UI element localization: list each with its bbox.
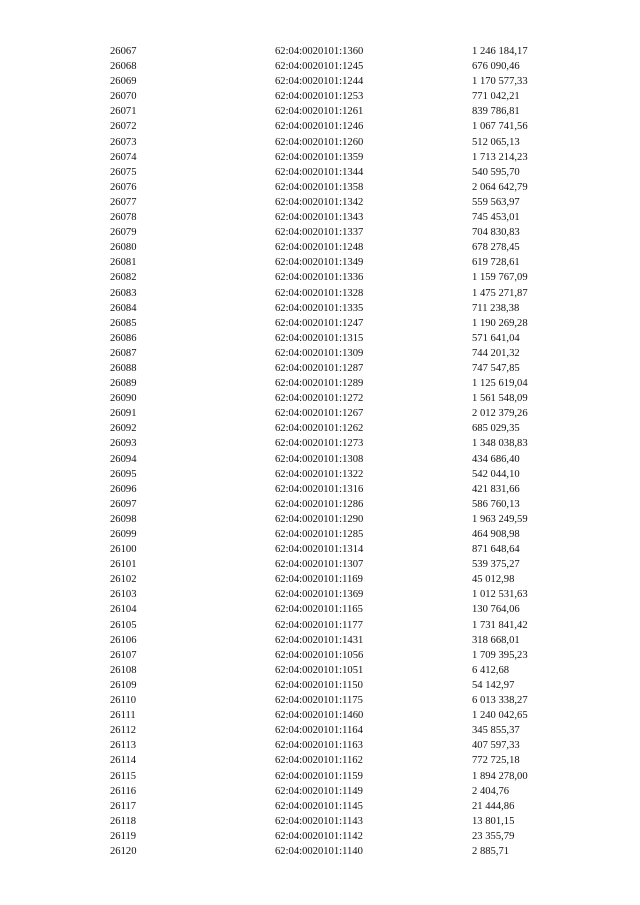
- cadastral-number: 62:04:0020101:1164: [275, 725, 363, 737]
- cadastral-number: 62:04:0020101:1358: [275, 181, 364, 193]
- cadastral-number: 62:04:0020101:1343: [275, 212, 364, 224]
- table-row: [110, 527, 580, 542]
- cadastral-number: 62:04:0020101:1328: [275, 287, 364, 299]
- cadastral-value: 23 355,79: [472, 830, 515, 842]
- cadastral-value: 1 125 619,04: [472, 378, 528, 390]
- cadastral-value: 407 597,33: [472, 740, 520, 752]
- table-row: [110, 602, 580, 617]
- row-number: 26111: [110, 710, 136, 722]
- table-row: [110, 436, 580, 451]
- row-number: 26096: [110, 483, 137, 495]
- data-table: [110, 44, 580, 859]
- table-row: [110, 572, 580, 587]
- cadastral-value: 1 159 767,09: [472, 272, 528, 284]
- cadastral-value: 704 830,83: [472, 227, 520, 239]
- row-number: 26102: [110, 574, 137, 586]
- cadastral-number: 62:04:0020101:1145: [275, 800, 363, 812]
- cadastral-value: 1 475 271,87: [472, 287, 528, 299]
- cadastral-number: 62:04:0020101:1290: [275, 513, 364, 525]
- cadastral-value: 1 348 038,83: [472, 438, 528, 450]
- table-row: [110, 452, 580, 467]
- cadastral-number: 62:04:0020101:1272: [275, 393, 364, 405]
- cadastral-value: 345 855,37: [472, 725, 520, 737]
- cadastral-number: 62:04:0020101:1287: [275, 362, 364, 374]
- row-number: 26110: [110, 695, 137, 707]
- cadastral-value: 1 240 042,65: [472, 710, 528, 722]
- table-row: [110, 135, 580, 150]
- row-number: 26120: [110, 845, 137, 857]
- cadastral-number: 62:04:0020101:1335: [275, 302, 364, 314]
- cadastral-value: 13 801,15: [472, 815, 515, 827]
- table-row: [110, 225, 580, 240]
- cadastral-value: 745 453,01: [472, 212, 520, 224]
- cadastral-value: 685 029,35: [472, 423, 520, 435]
- cadastral-value: 839 786,81: [472, 106, 520, 118]
- cadastral-number: 62:04:0020101:1163: [275, 740, 363, 752]
- cadastral-value: 2 885,71: [472, 845, 510, 857]
- table-row: [110, 301, 580, 316]
- cadastral-value: 45 012,98: [472, 574, 515, 586]
- row-number: 26112: [110, 725, 137, 737]
- table-row: [110, 814, 580, 829]
- row-number: 26108: [110, 664, 137, 676]
- table-row: [110, 195, 580, 210]
- row-number: 26078: [110, 212, 137, 224]
- row-number: 26088: [110, 362, 137, 374]
- cadastral-number: 62:04:0020101:1245: [275, 61, 364, 73]
- cadastral-value: 1 709 395,23: [472, 649, 528, 661]
- row-number: 26072: [110, 121, 137, 133]
- table-row: [110, 512, 580, 527]
- cadastral-number: 62:04:0020101:1169: [275, 574, 363, 586]
- row-number: 26086: [110, 332, 137, 344]
- table-row: [110, 89, 580, 104]
- table-row: [110, 346, 580, 361]
- table-row: [110, 738, 580, 753]
- cadastral-value: 130 764,06: [472, 604, 520, 616]
- row-number: 26082: [110, 272, 137, 284]
- row-number: 26075: [110, 166, 137, 178]
- cadastral-number: 62:04:0020101:1314: [275, 544, 364, 556]
- table-row: [110, 331, 580, 346]
- cadastral-value: 586 760,13: [472, 498, 520, 510]
- row-number: 26097: [110, 498, 137, 510]
- row-number: 26107: [110, 649, 137, 661]
- cadastral-number: 62:04:0020101:1359: [275, 151, 364, 163]
- table-row: [110, 769, 580, 784]
- row-number: 26084: [110, 302, 137, 314]
- table-row: [110, 723, 580, 738]
- cadastral-number: 62:04:0020101:1273: [275, 438, 364, 450]
- cadastral-number: 62:04:0020101:1140: [275, 845, 363, 857]
- row-number: 26067: [110, 46, 137, 57]
- table-row: [110, 784, 580, 799]
- row-number: 26115: [110, 770, 137, 782]
- row-number: 26098: [110, 513, 137, 525]
- cadastral-number: 62:04:0020101:1337: [275, 227, 364, 239]
- cadastral-number: 62:04:0020101:1336: [275, 272, 364, 284]
- table-row: [110, 150, 580, 165]
- cadastral-value: 318 668,01: [472, 634, 520, 646]
- row-number: 26105: [110, 619, 137, 631]
- cadastral-value: 1 731 841,42: [472, 619, 528, 631]
- cadastral-number: 62:04:0020101:1342: [275, 196, 364, 208]
- row-number: 26119: [110, 830, 137, 842]
- cadastral-number: 62:04:0020101:1360: [275, 46, 364, 57]
- cadastral-number: 62:04:0020101:1309: [275, 347, 364, 359]
- cadastral-number: 62:04:0020101:1431: [275, 634, 364, 646]
- table-row: [110, 270, 580, 285]
- cadastral-number: 62:04:0020101:1149: [275, 785, 363, 797]
- cadastral-value: 2 064 642,79: [472, 181, 528, 193]
- cadastral-value: 1 246 184,17: [472, 46, 528, 57]
- table-row: [110, 482, 580, 497]
- table-row: [110, 844, 580, 859]
- cadastral-number: 62:04:0020101:1244: [275, 76, 364, 88]
- row-number: 26083: [110, 287, 137, 299]
- table-row: [110, 286, 580, 301]
- table-row: [110, 633, 580, 648]
- row-number: 26117: [110, 800, 137, 812]
- table-row: [110, 829, 580, 844]
- row-number: 26076: [110, 181, 137, 193]
- cadastral-number: 62:04:0020101:1162: [275, 755, 363, 767]
- table-row: [110, 104, 580, 119]
- cadastral-number: 62:04:0020101:1150: [275, 679, 363, 691]
- row-number: 26109: [110, 679, 137, 691]
- row-number: 26094: [110, 453, 137, 465]
- cadastral-value: 559 563,97: [472, 196, 520, 208]
- cadastral-value: 871 648,64: [472, 544, 520, 556]
- cadastral-number: 62:04:0020101:1165: [275, 604, 363, 616]
- row-number: 26114: [110, 755, 137, 767]
- table-row: [110, 316, 580, 331]
- row-number: 26101: [110, 559, 137, 571]
- row-number: 26085: [110, 317, 137, 329]
- cadastral-value: 540 595,70: [472, 166, 520, 178]
- cadastral-number: 62:04:0020101:1460: [275, 710, 364, 722]
- table-row: [110, 753, 580, 768]
- cadastral-value: 512 065,13: [472, 136, 520, 148]
- cadastral-value: 771 042,21: [472, 91, 520, 103]
- cadastral-number: 62:04:0020101:1267: [275, 408, 364, 420]
- table-row: [110, 467, 580, 482]
- cadastral-value: 1 894 278,00: [472, 770, 528, 782]
- table-row: [110, 361, 580, 376]
- row-number: 26089: [110, 378, 137, 390]
- table-row: [110, 799, 580, 814]
- row-number: 26093: [110, 438, 137, 450]
- row-number: 26069: [110, 76, 137, 88]
- cadastral-value: 772 725,18: [472, 755, 520, 767]
- row-number: 26071: [110, 106, 137, 118]
- row-number: 26118: [110, 815, 137, 827]
- cadastral-value: 744 201,32: [472, 347, 520, 359]
- row-number: 26106: [110, 634, 137, 646]
- cadastral-number: 62:04:0020101:1316: [275, 483, 364, 495]
- row-number: 26070: [110, 91, 137, 103]
- row-number: 26080: [110, 242, 137, 254]
- row-number: 26091: [110, 408, 137, 420]
- cadastral-number: 62:04:0020101:1175: [275, 695, 363, 707]
- cadastral-value: 619 728,61: [472, 257, 520, 269]
- cadastral-value: 6 412,68: [472, 664, 510, 676]
- table-row: [110, 59, 580, 74]
- cadastral-number: 62:04:0020101:1051: [275, 664, 364, 676]
- cadastral-number: 62:04:0020101:1159: [275, 770, 363, 782]
- cadastral-number: 62:04:0020101:1349: [275, 257, 364, 269]
- table-row: [110, 165, 580, 180]
- table-row: [110, 391, 580, 406]
- cadastral-value: 2 012 379,26: [472, 408, 528, 420]
- table-row: [110, 376, 580, 391]
- row-number: 26113: [110, 740, 137, 752]
- cadastral-value: 571 641,04: [472, 332, 520, 344]
- cadastral-value: 747 547,85: [472, 362, 520, 374]
- row-number: 26100: [110, 544, 137, 556]
- table-row: [110, 678, 580, 693]
- cadastral-value: 421 831,66: [472, 483, 520, 495]
- cadastral-value: 1 012 531,63: [472, 589, 528, 601]
- cadastral-value: 678 278,45: [472, 242, 520, 254]
- table-row: [110, 542, 580, 557]
- row-number: 26068: [110, 61, 137, 73]
- cadastral-number: 62:04:0020101:1308: [275, 453, 364, 465]
- cadastral-number: 62:04:0020101:1246: [275, 121, 364, 133]
- table-row: [110, 210, 580, 225]
- row-number: 26099: [110, 529, 137, 540]
- cadastral-value: 539 375,27: [472, 559, 520, 571]
- table-row: [110, 74, 580, 89]
- cadastral-number: 62:04:0020101:1286: [275, 498, 364, 510]
- table-row: [110, 557, 580, 572]
- cadastral-value: 434 686,40: [472, 453, 520, 465]
- row-number: 26090: [110, 393, 137, 405]
- row-number: 26103: [110, 589, 137, 601]
- cadastral-value: 1 170 577,33: [472, 76, 528, 88]
- cadastral-value: 676 090,46: [472, 61, 520, 73]
- row-number: 26116: [110, 785, 137, 797]
- cadastral-number: 62:04:0020101:1289: [275, 378, 364, 390]
- cadastral-value: 1 963 249,59: [472, 513, 528, 525]
- table-row: [110, 648, 580, 663]
- table-row: [110, 406, 580, 421]
- row-number: 26073: [110, 136, 137, 148]
- row-number: 26074: [110, 151, 137, 163]
- cadastral-number: 62:04:0020101:1142: [275, 830, 363, 842]
- cadastral-value: 1 713 214,23: [472, 151, 528, 163]
- table-row: [110, 255, 580, 270]
- cadastral-value: 542 044,10: [472, 468, 520, 480]
- table-row: [110, 240, 580, 255]
- cadastral-number: 62:04:0020101:1056: [275, 649, 364, 661]
- cadastral-value: 464 908,98: [472, 529, 520, 540]
- table-row: [110, 618, 580, 633]
- table-row: [110, 421, 580, 436]
- cadastral-value: 21 444,86: [472, 800, 515, 812]
- table-row: [110, 708, 580, 723]
- cadastral-value: 2 404,76: [472, 785, 510, 797]
- cadastral-value: 711 238,38: [472, 302, 520, 314]
- table-row: [110, 663, 580, 678]
- cadastral-number: 62:04:0020101:1315: [275, 332, 364, 344]
- row-number: 26095: [110, 468, 137, 480]
- cadastral-number: 62:04:0020101:1253: [275, 91, 364, 103]
- table-row: [110, 44, 580, 59]
- cadastral-number: 62:04:0020101:1248: [275, 242, 364, 254]
- cadastral-value: 6 013 338,27: [472, 695, 528, 707]
- cadastral-number: 62:04:0020101:1285: [275, 529, 364, 540]
- cadastral-value: 1 561 548,09: [472, 393, 528, 405]
- cadastral-value: 1 067 741,56: [472, 121, 528, 133]
- cadastral-value: 1 190 269,28: [472, 317, 528, 329]
- table-row: [110, 587, 580, 602]
- table-row: [110, 119, 580, 134]
- row-number: 26081: [110, 257, 137, 269]
- cadastral-number: 62:04:0020101:1344: [275, 166, 364, 178]
- row-number: 26104: [110, 604, 137, 616]
- cadastral-number: 62:04:0020101:1322: [275, 468, 364, 480]
- cadastral-number: 62:04:0020101:1307: [275, 559, 364, 571]
- cadastral-number: 62:04:0020101:1262: [275, 423, 364, 435]
- cadastral-number: 62:04:0020101:1369: [275, 589, 364, 601]
- cadastral-number: 62:04:0020101:1143: [275, 815, 363, 827]
- cadastral-number: 62:04:0020101:1261: [275, 106, 364, 118]
- row-number: 26079: [110, 227, 137, 239]
- table-row: [110, 180, 580, 195]
- table-row: [110, 497, 580, 512]
- cadastral-value: 54 142,97: [472, 679, 515, 691]
- row-number: 26087: [110, 347, 137, 359]
- cadastral-number: 62:04:0020101:1247: [275, 317, 364, 329]
- row-number: 26092: [110, 423, 137, 435]
- row-number: 26077: [110, 196, 137, 208]
- cadastral-number: 62:04:0020101:1260: [275, 136, 364, 148]
- table-row: [110, 693, 580, 708]
- cadastral-number: 62:04:0020101:1177: [275, 619, 363, 631]
